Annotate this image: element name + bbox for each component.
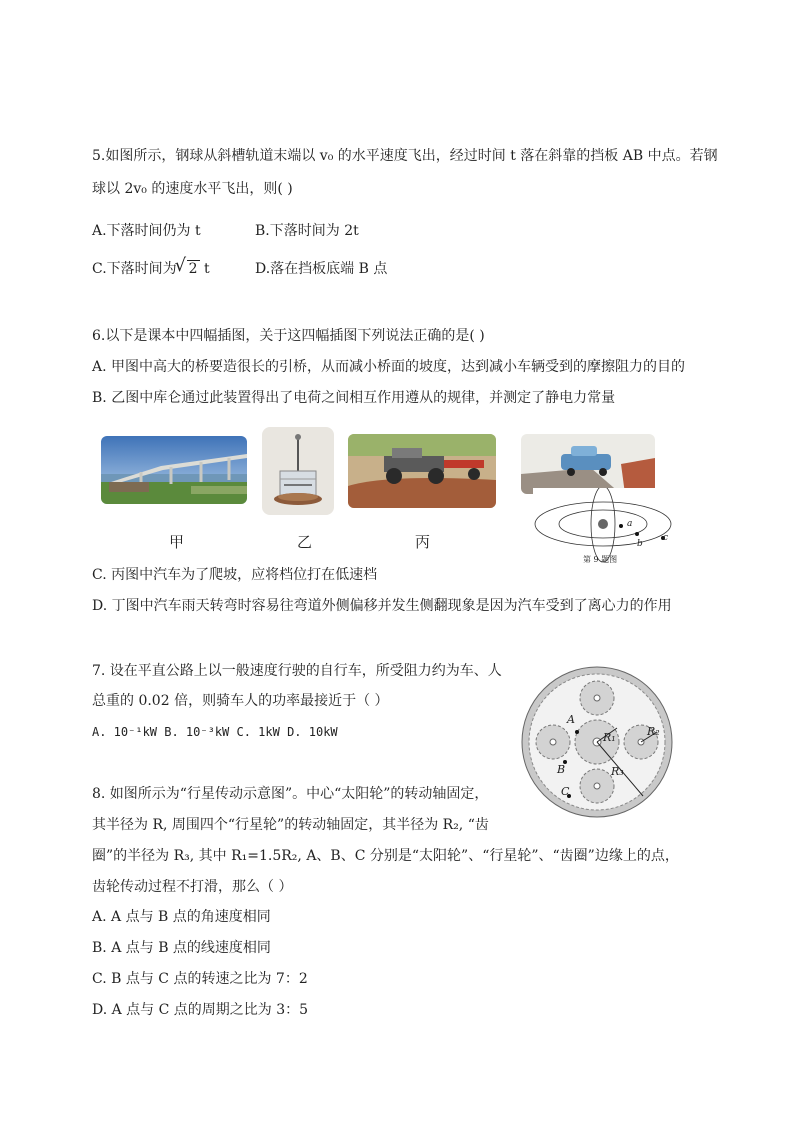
q6-option-d: D. 丁图中汽车雨天转弯时容易往弯道外侧偏移并发生侧翻现象是因为汽车受到了离心力的作用 xyxy=(92,598,672,614)
q7-stem-line1: 7. 设在平直公路上以一般速度行驶的自行车，所受阻力约为车、人 xyxy=(92,663,502,679)
q5-option-c-suffix: t xyxy=(199,261,210,277)
off-road-vehicle-picture xyxy=(348,434,496,508)
torsion-balance-picture xyxy=(262,427,334,515)
q6-option-b: B. 乙图中库仑通过此装置得出了电荷之间相互作用遵从的规律，并测定了静电力常量 xyxy=(92,390,616,406)
q5-option-c-radicand: 2 xyxy=(188,261,198,277)
q5-stem-line1: 5.如图所示，钢球从斜槽轨道末端以 v₀ 的水平速度飞出，经过时间 t 落在斜靠的挡板 AB 中点。若钢 xyxy=(92,148,718,164)
q8-stem-line1: 8. 如图所示为“行星传动示意图”。中心“太阳轮”的转动轴固定， xyxy=(92,786,489,802)
q8-option-a: A. A 点与 B 点的角速度相同 xyxy=(92,909,271,925)
gear-label-c: C xyxy=(561,785,570,798)
q5-option-d: D.落在挡板底端 B 点 xyxy=(255,261,388,277)
car-cornering-picture xyxy=(521,434,655,494)
gear-label-b: B xyxy=(557,763,566,776)
q6-option-c: C. 丙图中汽车为了爬坡，应将档位打在低速档 xyxy=(92,567,378,583)
orbit-diagram xyxy=(533,488,677,574)
q7-options: A. 10⁻¹kW B. 10⁻³kW C. 1kW D. 10kW xyxy=(92,725,338,739)
caption-bing: 丙 xyxy=(415,533,431,551)
gear-label-r3: R₃ xyxy=(611,765,624,778)
q8-option-b: B. A 点与 B 点的线速度相同 xyxy=(92,940,271,956)
q5-option-b: B.下落时间为 2t xyxy=(255,223,359,239)
figure-caption: 第 9 题图 xyxy=(583,555,618,564)
gear-label-r1: R₁ xyxy=(603,731,616,744)
gear-label-a: A xyxy=(567,713,575,726)
caption-jia: 甲 xyxy=(169,533,185,551)
orbit-label-c: c xyxy=(663,533,669,543)
gear-label-r2: R₂ xyxy=(647,725,660,738)
q5-stem-line2: 球以 2v₀ 的速度水平飞出，则( ) xyxy=(92,181,293,197)
sqrt-symbol xyxy=(177,259,200,279)
q5-option-a: A.下落时间仍为 t xyxy=(92,223,201,239)
q8-option-d: D. A 点与 C 点的周期之比为 3：5 xyxy=(92,1002,309,1018)
q6-stem: 6.以下是课本中四幅插图，关于这四幅插图下列说法正确的是( ) xyxy=(92,328,485,344)
q8-option-c: C. B 点与 C 点的转速之比为 7：2 xyxy=(92,971,308,987)
planetary-gear-diagram xyxy=(521,666,673,818)
q8-stem-line4: 齿轮传动过程不打滑，那么（ ） xyxy=(92,879,293,895)
orbit-label-a: a xyxy=(627,519,633,529)
q8-stem-line2: 其半径为 R, 周围四个“行星轮”的转动轴固定，其半径为 R₂, “齿 xyxy=(92,817,489,833)
q5-option-c xyxy=(92,259,210,279)
q6-option-a: A. 甲图中高大的桥要造很长的引桥，从而减小桥面的坡度，达到减小车辆受到的摩擦阻力的目的 xyxy=(92,359,686,375)
q8-stem-line3: 圈”的半径为 R₃, 其中 R₁=1.5R₂, A、B、C 分别是“太阳轮”、“行星轮”、“齿圈”边缘上的点， xyxy=(92,848,679,864)
orbit-label-b: b xyxy=(637,539,643,549)
q5-option-c-prefix: C.下落时间为 xyxy=(92,261,177,277)
q7-stem-line2: 总重的 0.02 倍，则骑车人的功率最接近于（ ） xyxy=(92,693,389,709)
bridge-picture xyxy=(101,436,247,504)
caption-yi: 乙 xyxy=(297,533,313,551)
